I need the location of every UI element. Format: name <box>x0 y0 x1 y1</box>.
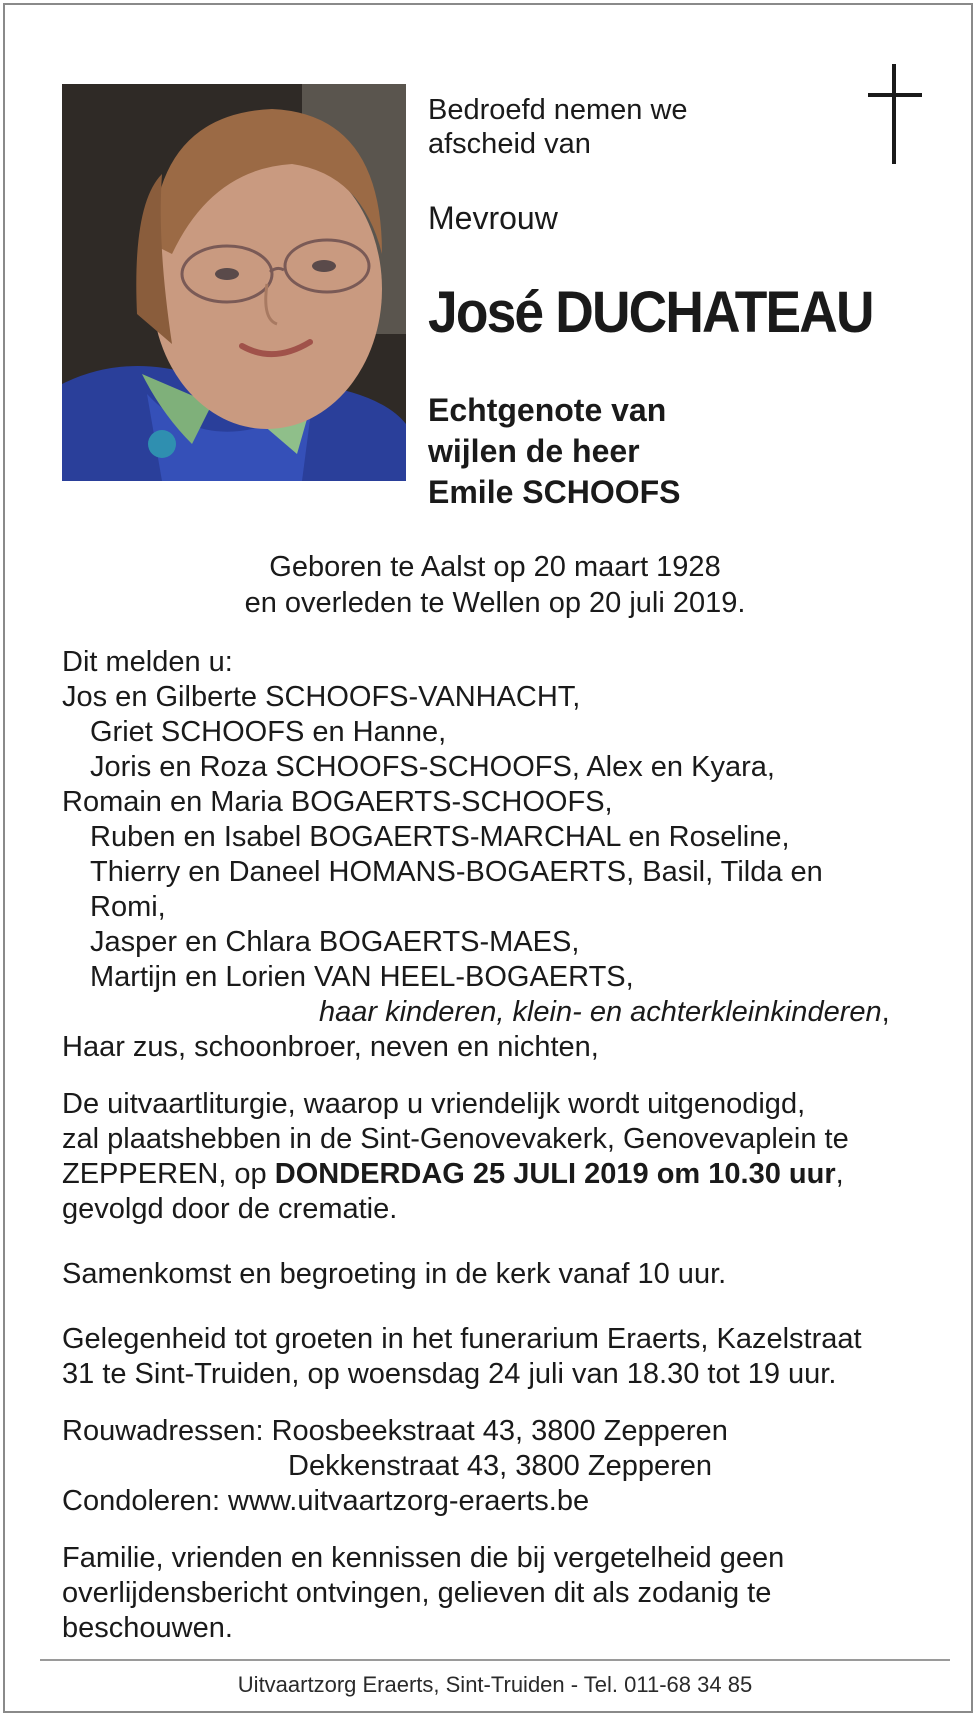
cross-icon <box>865 64 925 164</box>
liturgy-line <box>62 1157 932 1192</box>
gathering-info: Samenkomst en begroeting in de kerk vanaf 10 uur. <box>62 1258 727 1290</box>
visitation-line: Gelegenheid tot groeten in het funerarium Eraerts, Kazelstraat <box>62 1323 862 1355</box>
spouse-line: Echtgenote van <box>428 392 667 428</box>
footer-divider <box>40 1659 950 1661</box>
intro-line: Bedroefd nemen we <box>428 94 688 126</box>
family-line: Jasper en Chlara BOGAERTS-MAES, <box>90 926 580 958</box>
family-line: Ruben en Isabel BOGAERTS-MARCHAL en Roseline, <box>90 821 790 853</box>
spouse-line: wijlen de heer <box>428 433 640 469</box>
family-line: Griet SCHOOFS en Hanne, <box>90 716 447 748</box>
spacer <box>62 1392 932 1414</box>
liturgy-line: gevolgd door de crematie. <box>62 1193 398 1225</box>
deceased-name: José DUCHATEAU <box>428 280 873 345</box>
spacer <box>62 1519 932 1541</box>
funeral-home-footer: Uitvaartzorg Eraerts, Sint-Truiden - Tel. 011-68 34 85 <box>237 1672 753 1697</box>
obituary-card <box>3 3 973 1713</box>
liturgy-date-time: DONDERDAG 25 JULI 2019 om 10.30 uur <box>274 1158 836 1190</box>
address-2: Dekkenstraat 43, 3800 Zepperen <box>288 1450 712 1482</box>
family-line: Jos en Gilberte SCHOOFS-VANHACHT, <box>62 681 581 713</box>
portrait-photo <box>62 84 406 481</box>
family-line: Romain en Maria BOGAERTS-SCHOOFS, <box>62 786 613 818</box>
liturgy-line: De uitvaartliturgie, waarop u vriendelijk wordt uitgenodigd, <box>62 1088 806 1120</box>
visitation-line: 31 te Sint-Truiden, op woensdag 24 juli van 18.30 tot 19 uur. <box>62 1358 837 1390</box>
family-line: Joris en Roza SCHOOFS-SCHOOFS, Alex en Kyara, <box>90 751 775 783</box>
notice-line: overlijdensbericht ontvingen, gelieven dit als zodanig te <box>62 1577 772 1609</box>
address-label: Rouwadressen: <box>62 1415 272 1447</box>
family-line: Romi, <box>90 891 166 923</box>
honorific: Mevrouw <box>428 200 558 236</box>
intro-line: afscheid van <box>428 128 591 160</box>
liturgy-place: ZEPPEREN, op <box>62 1158 275 1190</box>
spouse-info <box>428 390 681 513</box>
address-1: Roosbeekstraat 43, 3800 Zepperen <box>271 1415 728 1447</box>
condolences-link[interactable]: Condoleren: www.uitvaartzorg-eraerts.be <box>62 1485 590 1517</box>
mourning-address <box>62 1414 932 1449</box>
birth-death-info <box>5 549 973 621</box>
spouse-line: Emile SCHOOFS <box>428 474 681 510</box>
spacer <box>62 1292 932 1322</box>
death-line: en overleden te Wellen op 20 juli 2019. <box>244 587 746 619</box>
family-relation-comma: , <box>881 996 890 1028</box>
family-relation <box>62 995 932 1030</box>
liturgy-line: zal plaatshebben in de Sint-Genovevakerk, Genovevaplein te <box>62 1123 849 1155</box>
intro-text <box>428 93 788 161</box>
spacer <box>62 1227 932 1257</box>
family-heading: Dit melden u: <box>62 646 233 678</box>
liturgy-comma: , <box>835 1158 844 1190</box>
birth-line: Geboren te Aalst op 20 maart 1928 <box>269 551 721 583</box>
spacer <box>62 1065 932 1087</box>
notice-line: beschouwen. <box>62 1612 233 1644</box>
family-relation-text: haar kinderen, klein- en achterkleinkinderen <box>319 996 882 1028</box>
notice-line: Familie, vrienden en kennissen die bij vergetelheid geen <box>62 1542 785 1574</box>
family-extended: Haar zus, schoonbroer, neven en nichten, <box>62 1031 599 1063</box>
announcement-body <box>62 645 932 1646</box>
family-line: Martijn en Lorien VAN HEEL-BOGAERTS, <box>90 961 634 993</box>
family-line: Thierry en Daneel HOMANS-BOGAERTS, Basil, Tilda en <box>90 856 823 888</box>
